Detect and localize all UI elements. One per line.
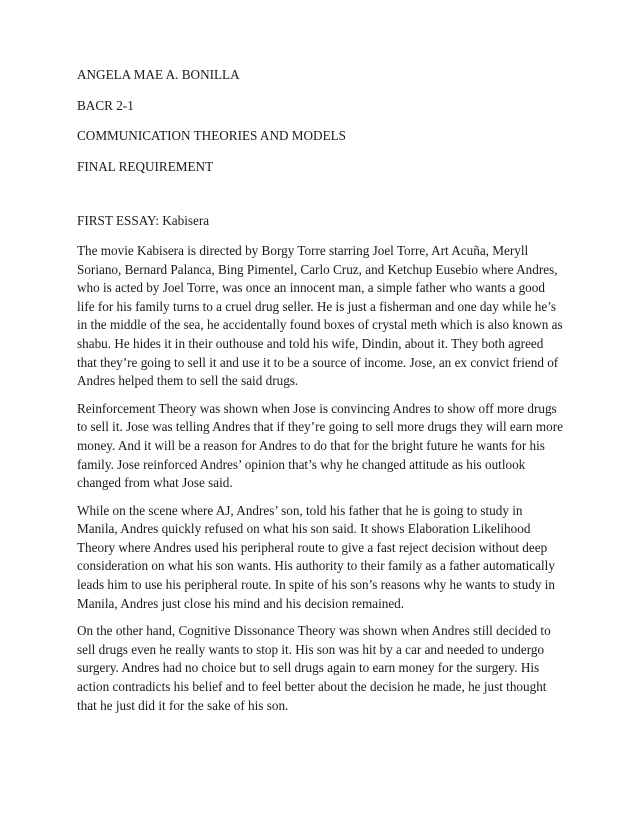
document-body xyxy=(77,66,565,724)
essay-paragraph: The movie Kabisera is directed by Borgy Torre starring Joel Torre, Art Acuña, Meryll Soriano, Bernard Palanca, Bing Pimentel, Carlo Cruz, and Ketchup Eusebio where Andres, who is acted by Joel Torre, was once an innocent man, a simple father who wants a good life for his family turns to a cruel drug seller. He is just a fisherman and one day while he’s in the middle of the sea, he accidentally found boxes of crystal meth which is also known as shabu. He hides it in their outhouse and told his wife, Dindin, about it. They both agreed that they’re going to sell it and use it to be a source of income. Jose, an ex convict friend of Andres helped them to sell the said drugs. xyxy=(77,242,563,389)
essay-title: FIRST ESSAY: Kabisera xyxy=(77,213,210,229)
requirement-label: FINAL REQUIREMENT xyxy=(77,158,214,174)
class-section: BACR 2-1 xyxy=(77,97,134,113)
essay-paragraph: On the other hand, Cognitive Dissonance Theory was shown when Andres still decided to sell drugs even he really wants to stop it. His son was hit by a car and needed to undergo surgery. Andres had no choice but to sell drugs again to earn money for the surgery. His action contradicts his belief and to feel better about the decision he made, he just thought that he just did it for the sake of his son. xyxy=(77,623,551,713)
essay-paragraph: Reinforcement Theory was shown when Jose is convincing Andres to show off more drugs to sell it. Jose was telling Andres that if they’re going to sell more drugs they will earn more money. And it will be a reason for Andres to do that for the bright future he wants for his family. Jose reinforced Andres’ opinion that’s why he changed attitude as his outlook changed from what Jose said. xyxy=(77,400,564,491)
author-name: ANGELA MAE A. BONILLA xyxy=(77,67,240,82)
course-title: COMMUNICATION THEORIES AND MODELS xyxy=(77,128,347,144)
essay-paragraph: While on the scene where AJ, Andres’ son, told his father that he is going to study in Manila, Andres quickly refused on what his son said. It shows Elaboration Likelihood Theory where Andres used his peripheral route to give a fast reject decision without deep consideration on what his son wants. His authority to their family as a father automatically leads him to use his peripheral route. In spite of his son’s reasons why he wants to study in Manila, Andres just close his mind and his decision remained. xyxy=(77,502,555,611)
